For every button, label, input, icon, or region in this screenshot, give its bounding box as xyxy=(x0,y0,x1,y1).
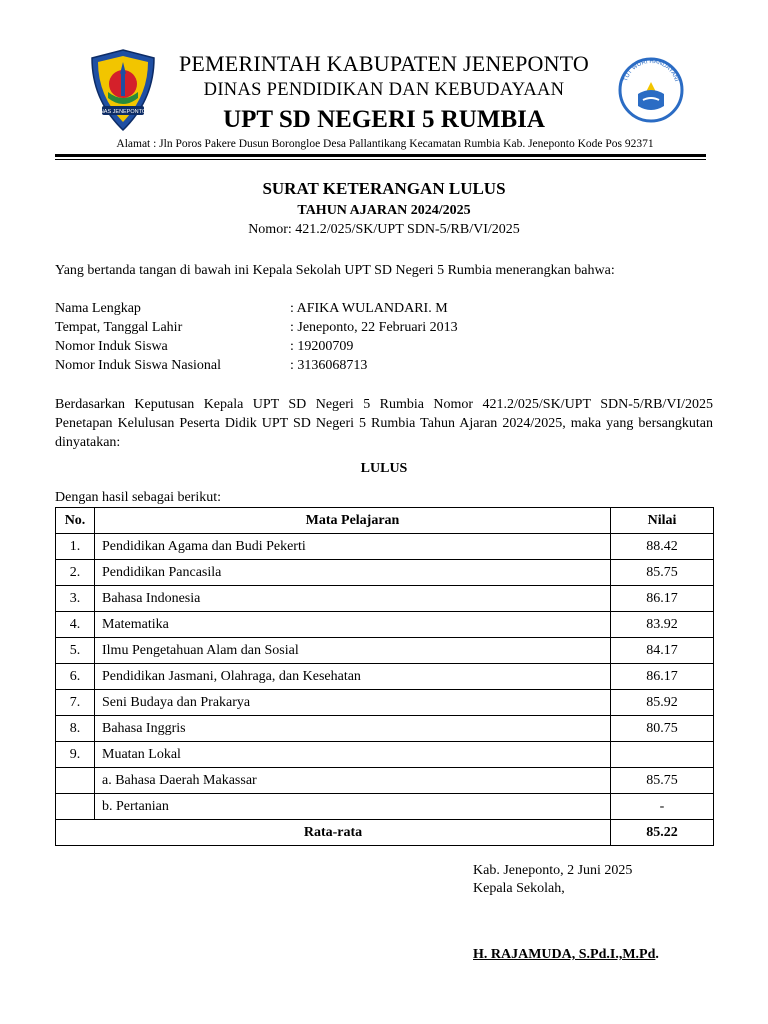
student-name-value: : AFIKA WULANDARI. M xyxy=(290,301,448,316)
table-row xyxy=(56,664,714,690)
subject-name: Ilmu Pengetahuan Alam dan Sosial xyxy=(95,638,611,664)
school-name: UPT SD NEGERI 5 RUMBIA xyxy=(223,106,545,133)
header-subject: Mata Pelajaran xyxy=(95,508,611,534)
birth-label: Tempat, Tanggal Lahir xyxy=(55,320,183,335)
header-score: Nilai xyxy=(611,508,714,534)
government-name: PEMERINTAH KABUPATEN JENEPONTO xyxy=(178,51,590,76)
signature-role: Kepala Sekolah, xyxy=(473,881,565,896)
row-number: 9. xyxy=(56,742,95,768)
svg-text:TUT WURI HANDAYANI: TUT WURI HANDAYANI xyxy=(622,58,680,83)
average-row xyxy=(56,820,714,846)
table-row xyxy=(56,794,714,820)
subject-name: b. Pertanian xyxy=(95,794,611,820)
subject-score: 86.17 xyxy=(611,586,714,612)
table-row xyxy=(56,612,714,638)
grades-table xyxy=(55,507,714,846)
nisn-label: Nomor Induk Siswa Nasional xyxy=(55,358,222,373)
document-number: Nomor: 421.2/025/SK/UPT SDN-5/RB/VI/2025 xyxy=(248,222,520,237)
table-row xyxy=(56,768,714,794)
subject-name: a. Bahasa Daerah Makassar xyxy=(95,768,611,794)
svg-text:NAS JENEPONTO: NAS JENEPONTO xyxy=(99,109,147,115)
subject-score: 88.42 xyxy=(611,534,714,560)
subject-score: 83.92 xyxy=(611,612,714,638)
graduation-verdict: LULUS xyxy=(360,461,408,476)
subject-name: Pendidikan Jasmani, Olahraga, dan Kesehatan xyxy=(95,664,611,690)
table-row xyxy=(56,586,714,612)
table-row xyxy=(56,716,714,742)
subject-score xyxy=(611,742,714,768)
signatory-name-text: H. RAJAMUDA, S.Pd.I.,M.Pd xyxy=(473,947,656,962)
subject-name: Seni Budaya dan Prakarya xyxy=(95,690,611,716)
row-number: 7. xyxy=(56,690,95,716)
subject-score: 85.75 xyxy=(611,768,714,794)
grades-intro: Dengan hasil sebagai berikut: xyxy=(55,490,222,505)
birth-value: : Jeneponto, 22 Februari 2013 xyxy=(290,320,458,335)
row-number: 2. xyxy=(56,560,95,586)
regency-emblem-logo xyxy=(88,48,158,132)
document-title: SURAT KETERANGAN LULUS xyxy=(262,179,506,198)
average-value: 85.22 xyxy=(611,820,714,846)
subject-score: 84.17 xyxy=(611,638,714,664)
row-number xyxy=(56,768,95,794)
school-address: Alamat : Jln Poros Pakere Dusun Borongloe Desa Pallantikang Kecamatan Rumbia Kab. Jeneponto Kode Pos 92371 xyxy=(116,138,654,150)
nis-value: : 19200709 xyxy=(290,339,354,354)
row-number: 3. xyxy=(56,586,95,612)
table-row xyxy=(56,742,714,768)
subject-score: 80.75 xyxy=(611,716,714,742)
intro-paragraph: Yang bertanda tangan di bawah ini Kepala Sekolah UPT SD Negeri 5 Rumbia menerangkan bahwa: xyxy=(55,263,615,278)
signatory-name xyxy=(473,945,659,964)
department-name: DINAS PENDIDIKAN DAN KEBUDAYAAN xyxy=(203,80,565,100)
subject-name: Pendidikan Pancasila xyxy=(95,560,611,586)
row-number: 5. xyxy=(56,638,95,664)
nisn-value: : 3136068713 xyxy=(290,358,368,373)
table-row xyxy=(56,534,714,560)
letterhead-divider-thick xyxy=(55,154,706,157)
row-number: 8. xyxy=(56,716,95,742)
row-number: 6. xyxy=(56,664,95,690)
average-label: Rata-rata xyxy=(56,820,611,846)
row-number: 4. xyxy=(56,612,95,638)
row-number xyxy=(56,794,95,820)
letterhead-divider-thin xyxy=(55,159,706,160)
student-name-label: Nama Lengkap xyxy=(55,301,141,316)
subject-name: Bahasa Indonesia xyxy=(95,586,611,612)
subject-name: Muatan Lokal xyxy=(95,742,611,768)
subject-score: 85.75 xyxy=(611,560,714,586)
subject-name: Matematika xyxy=(95,612,611,638)
subject-score: 85.92 xyxy=(611,690,714,716)
subject-name: Pendidikan Agama dan Budi Pekerti xyxy=(95,534,611,560)
nis-label: Nomor Induk Siswa xyxy=(55,339,168,354)
ministry-tut-wuri-logo xyxy=(610,54,692,124)
table-row xyxy=(56,638,714,664)
subject-score: 86.17 xyxy=(611,664,714,690)
academic-year: TAHUN AJARAN 2024/2025 xyxy=(297,203,471,218)
table-row xyxy=(56,690,714,716)
table-header-row xyxy=(56,508,714,534)
table-row xyxy=(56,560,714,586)
subject-score: - xyxy=(611,794,714,820)
header-no: No. xyxy=(56,508,95,534)
signature-place-date: Kab. Jeneponto, 2 Juni 2025 xyxy=(473,863,633,878)
decision-paragraph: Berdasarkan Keputusan Kepala UPT SD Negeri 5 Rumbia Nomor 421.2/025/SK/UPT SDN-5/RB/VI/2025 Penetapan Kelulusan Peserta Didik UPT SD Negeri 5 Rumbia Tahun Ajaran 2024/2025, maka yang bersangkutan dinyatakan: xyxy=(55,397,713,450)
row-number: 1. xyxy=(56,534,95,560)
signatory-name-suffix: . xyxy=(655,947,659,962)
subject-name: Bahasa Inggris xyxy=(95,716,611,742)
